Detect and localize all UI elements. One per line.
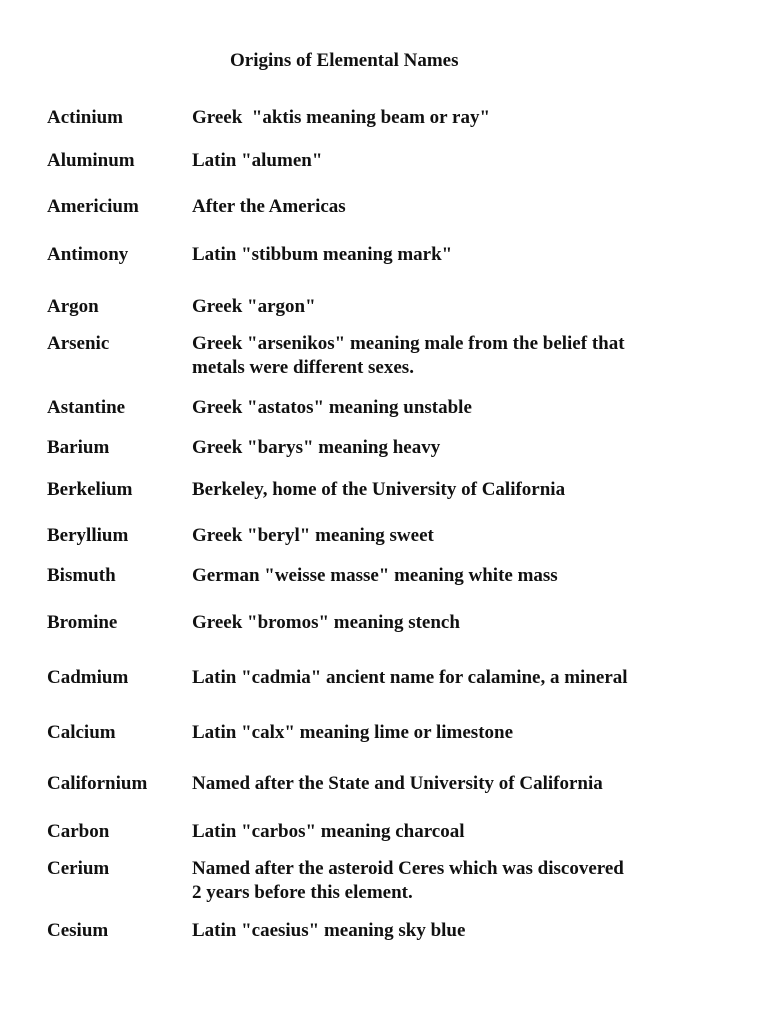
element-name: Bromine (47, 612, 118, 633)
element-name: Californium (47, 773, 148, 794)
element-name: Aluminum (47, 150, 135, 171)
element-name: Argon (47, 296, 99, 317)
element-origin: Greek "beryl" meaning sweet (192, 525, 434, 546)
element-origin: Greek "aktis meaning beam or ray" (192, 107, 490, 128)
element-name: Cadmium (47, 667, 129, 688)
element-origin: Greek "bromos" meaning stench (192, 612, 460, 633)
element-name: Astantine (47, 397, 126, 418)
element-origin: Greek "argon" (192, 296, 316, 317)
page-title: Origins of Elemental Names (230, 50, 459, 71)
element-name: Arsenic (47, 333, 110, 354)
element-origin: Greek "astatos" meaning unstable (192, 397, 472, 418)
element-origin: Latin "alumen" (192, 150, 323, 171)
element-origin: Berkeley, home of the University of California (192, 479, 566, 500)
element-name: Barium (47, 437, 110, 458)
element-origin: Greek "arsenikos" meaning male from the belief that metals were different sexes. (192, 333, 625, 378)
element-name: Calcium (47, 722, 116, 743)
element-origin: Latin "caesius" meaning sky blue (192, 920, 466, 941)
element-name: Antimony (47, 244, 129, 265)
element-name: Berkelium (47, 479, 133, 500)
element-origin: Latin "calx" meaning lime or limestone (192, 722, 514, 743)
element-name: Bismuth (47, 565, 116, 586)
element-origin: After the Americas (192, 196, 346, 217)
element-origin: Greek "barys" meaning heavy (192, 437, 441, 458)
element-name: Americium (47, 196, 139, 217)
element-name: Carbon (47, 821, 110, 842)
element-origin: Latin "stibbum meaning mark" (192, 244, 453, 265)
element-origin: Latin "cadmia" ancient name for calamine, a mineral (192, 667, 628, 688)
element-origin: Latin "carbos" meaning charcoal (192, 821, 465, 842)
element-name: Beryllium (47, 525, 129, 546)
element-origin: Named after the asteroid Ceres which was discovered 2 years before this element. (192, 858, 624, 903)
element-name: Actinium (47, 107, 123, 128)
element-origin: German "weisse masse" meaning white mass (192, 565, 558, 586)
element-name: Cerium (47, 858, 110, 879)
element-origin: Named after the State and University of California (192, 773, 603, 794)
element-name: Cesium (47, 920, 109, 941)
